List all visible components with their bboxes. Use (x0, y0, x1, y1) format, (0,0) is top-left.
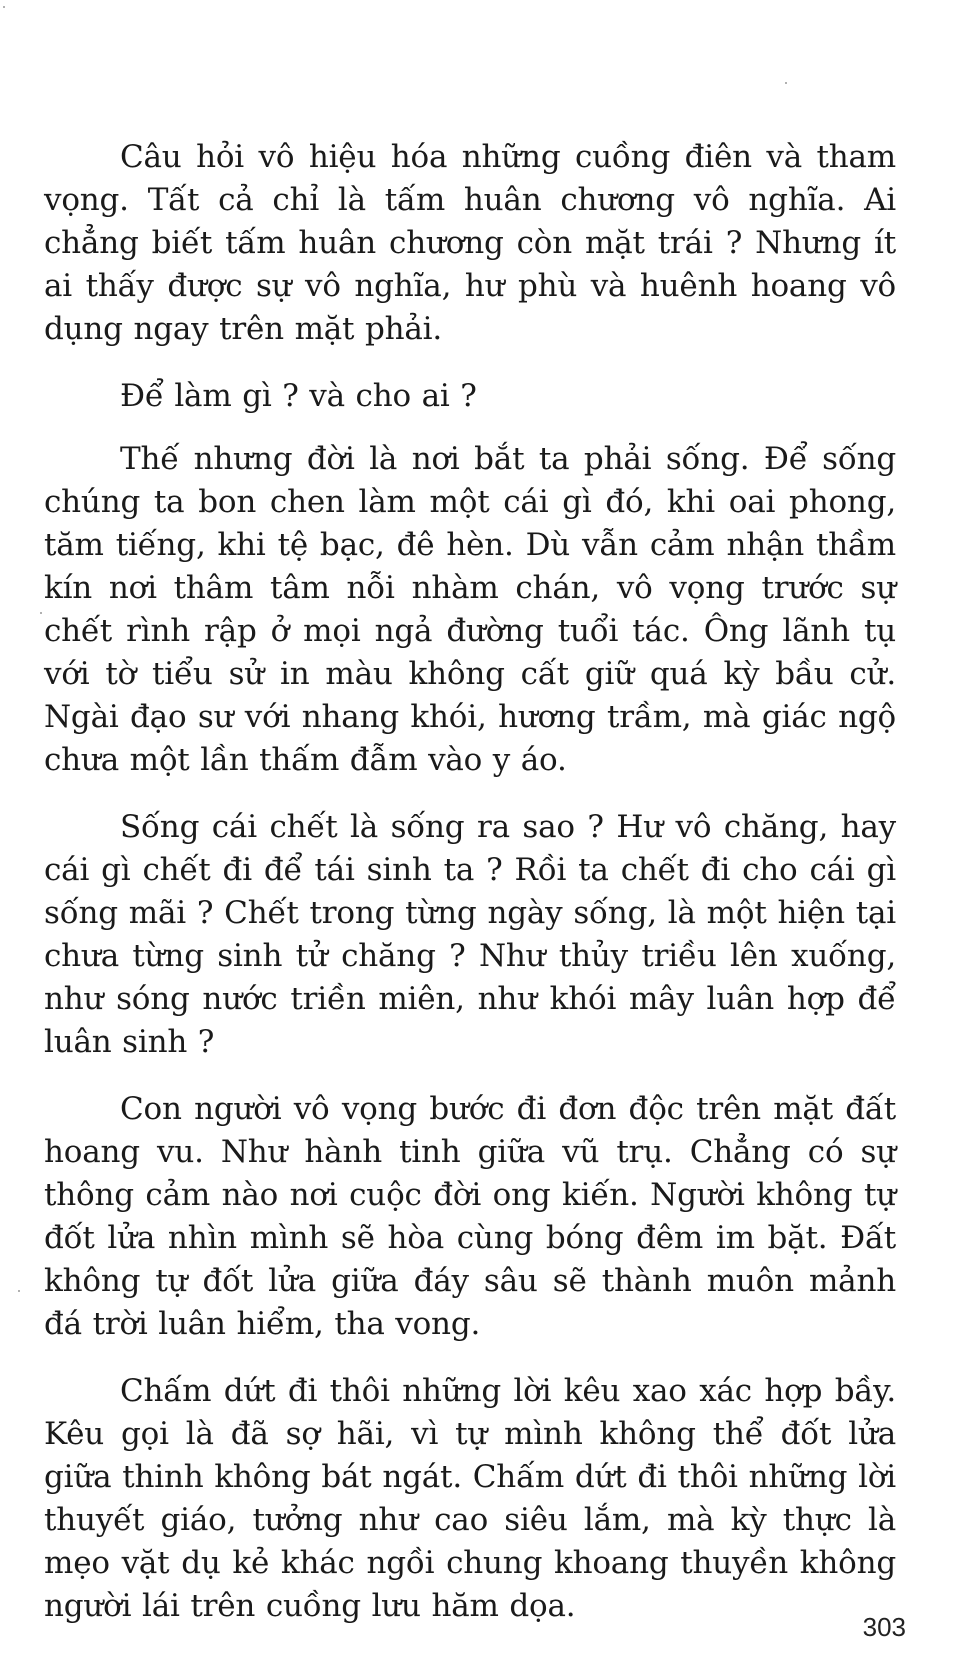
scan-speck (18, 1290, 20, 1292)
paragraph-1: Câu hỏi vô hiệu hóa những cuồng điên và tham vọng. Tất cả chỉ là tấm huân chương vô nghĩa. Ai chẳng biết tấm huân chương còn mặt trái ? Nhưng ít ai thấy được sự vô nghĩa, hư phù và huênh hoang vô dụng ngay trên mặt phải. (44, 139, 896, 347)
scan-speck (785, 82, 787, 84)
paragraph-3: Thế nhưng đời là nơi bắt ta phải sống. Để sống chúng ta bon chen làm một cái gì đó, khi oai phong, tăm tiếng, khi tệ bạc, đê hèn. Dù vẫn cảm nhận thầm kín nơi thâm tâm nỗi nhàm chán, vô vọng trước sự chết rình rập ở mọi ngả đường tuổi tác. Ông lãnh tụ với tờ tiểu sử in màu không cất giữ quá kỳ bầu cử. Ngài đạo sư với nhang khói, hương trầm, mà giác ngộ chưa một lần thấm đẫm vào y áo. (44, 441, 896, 778)
scan-speck (40, 612, 42, 614)
paragraph-6: Chấm dứt đi thôi những lời kêu xao xác hợp bầy. Kêu gọi là đã sợ hãi, vì tự mình không thể đốt lửa giữa thinh không bát ngát. Chấm dứt đi thôi những lời thuyết giáo, tưởng như cao siêu lắm, mà kỳ thực là mẹo vặt dụ kẻ khác ngồi chung khoang thuyền không người lái trên cuồng lưu hăm dọa. (44, 1373, 896, 1624)
paragraph-2: Để làm gì ? và cho ai ? (120, 378, 477, 414)
page-number: 303 (862, 1612, 906, 1642)
paragraph-5: Con người vô vọng bước đi đơn độc trên mặt đất hoang vu. Như hành tinh giữa vũ trụ. Chẳng có sự thông cảm nào nơi cuộc đời ong kiến. Người không tự đốt lửa nhìn mình sẽ hòa cùng bóng đêm im bặt. Đất không tự đốt lửa giữa đáy sâu sẽ thành muôn mảnh đá trời luân hiểm, tha vong. (44, 1091, 896, 1342)
body-text (44, 136, 896, 1652)
scan-speck (3, 6, 5, 8)
paragraph-4: Sống cái chết là sống ra sao ? Hư vô chăng, hay cái gì chết đi để tái sinh ta ? Rồi ta chết đi cho cái gì sống mãi ? Chết trong từng ngày sống, là một hiện tại chưa từng sinh tử chăng ? Như thủy triều lên xuống, như sóng nước triền miên, như khói mây luân hợp để luân sinh ? (44, 809, 896, 1060)
